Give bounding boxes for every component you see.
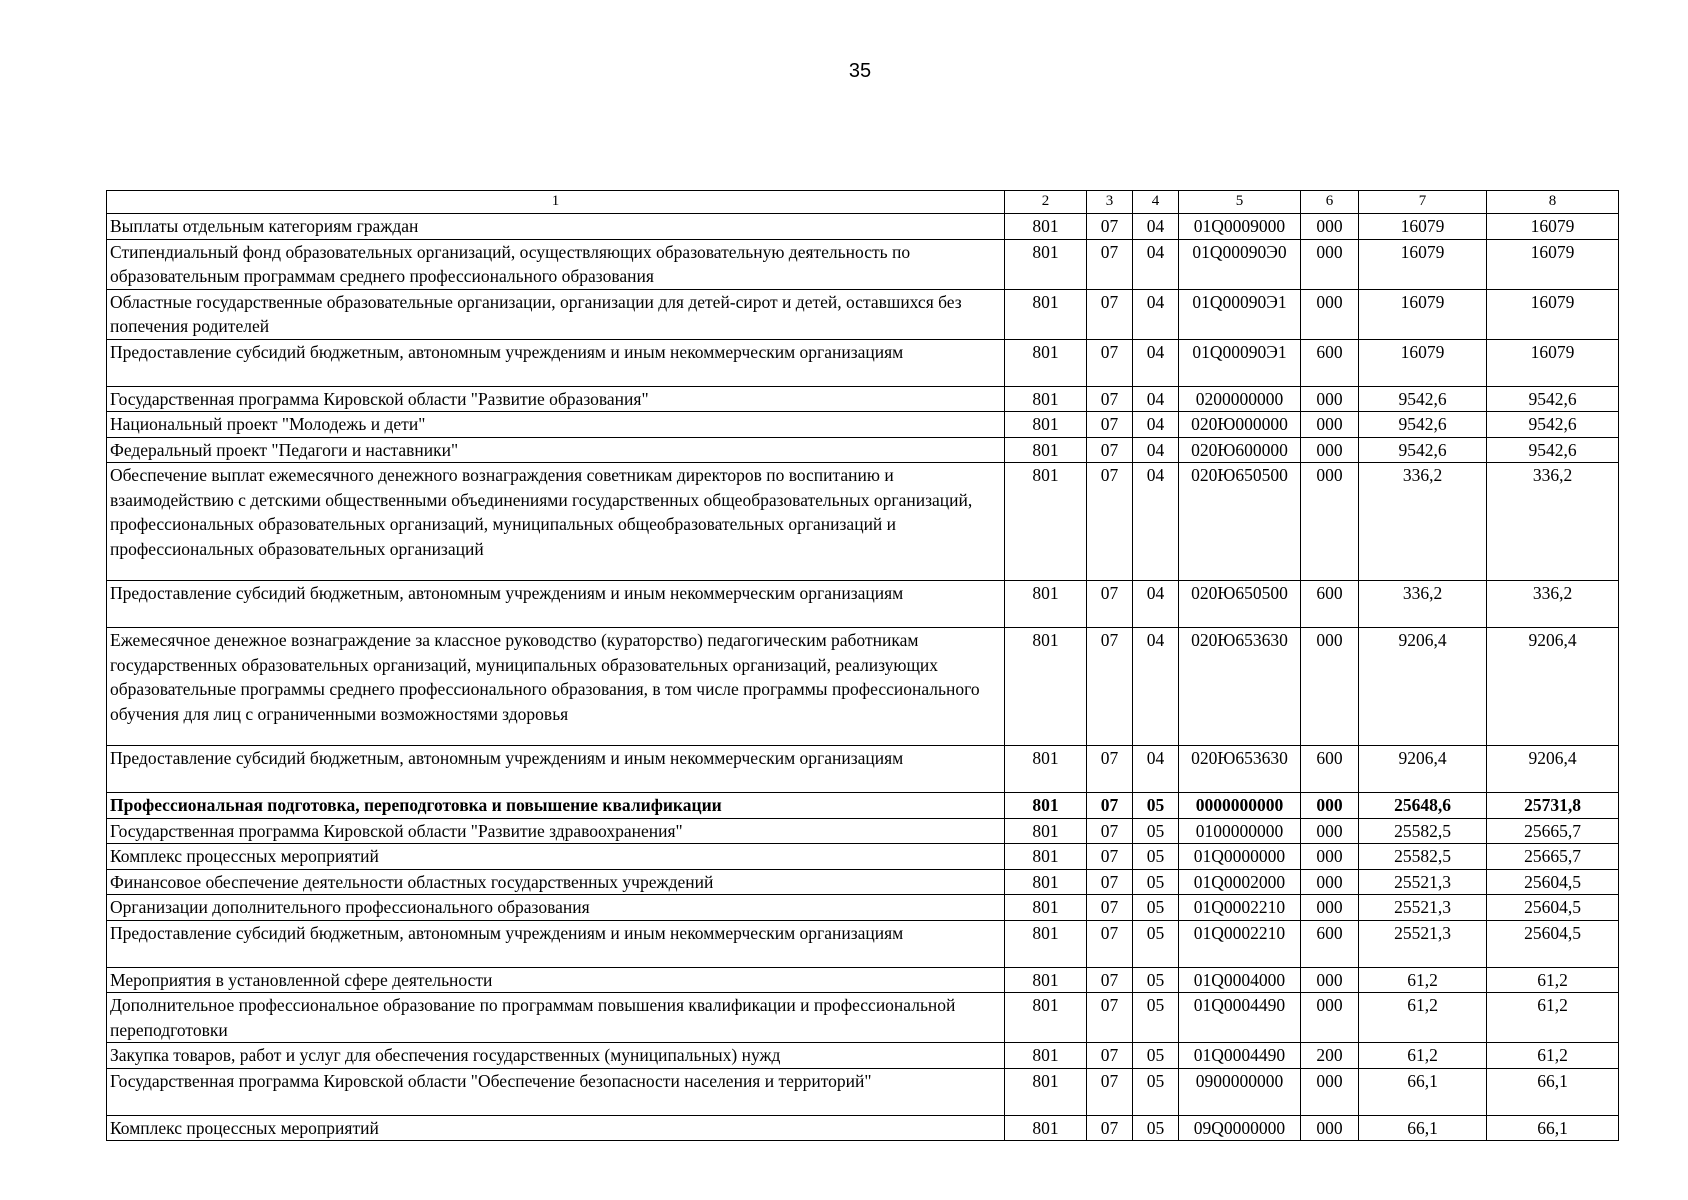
row-value-cell: 801 [1005,437,1087,463]
row-value-cell: 04 [1133,746,1179,793]
row-value-cell: 04 [1133,289,1179,339]
row-name-cell: Выплаты отдельным категориям граждан [107,214,1005,240]
row-value-cell: 801 [1005,628,1087,746]
row-value-cell: 200 [1301,1043,1359,1069]
table-row [107,214,1619,240]
row-value-cell: 07 [1087,818,1133,844]
table-row [107,1043,1619,1069]
row-value-cell: 801 [1005,746,1087,793]
row-name-cell: Областные государственные образовательные организации, организации для детей-сирот и детей, оставшихся без попечения родителей [107,289,1005,339]
table-row [107,895,1619,921]
row-value-cell: 000 [1301,993,1359,1043]
table-row [107,386,1619,412]
row-value-cell: 01Q00090Э0 [1179,239,1301,289]
row-value-cell: 16079 [1487,289,1619,339]
row-value-cell: 07 [1087,793,1133,819]
row-value-cell: 801 [1005,818,1087,844]
row-value-cell: 25521,3 [1359,895,1487,921]
row-value-cell: 600 [1301,339,1359,386]
column-header: 2 [1005,191,1087,214]
row-value-cell: 01Q0004490 [1179,993,1301,1043]
row-value-cell: 801 [1005,239,1087,289]
column-header: 4 [1133,191,1179,214]
row-value-cell: 07 [1087,463,1133,581]
row-value-cell: 25521,3 [1359,920,1487,967]
row-value-cell: 020Ю000000 [1179,412,1301,438]
row-value-cell: 801 [1005,412,1087,438]
row-value-cell: 16079 [1359,339,1487,386]
row-value-cell: 801 [1005,1068,1087,1115]
row-value-cell: 600 [1301,920,1359,967]
row-value-cell: 25604,5 [1487,920,1619,967]
row-name-cell: Предоставление субсидий бюджетным, автономным учреждениям и иным некоммерческим организациям [107,339,1005,386]
row-value-cell: 07 [1087,746,1133,793]
row-value-cell: 801 [1005,289,1087,339]
row-value-cell: 61,2 [1359,993,1487,1043]
row-value-cell: 9542,6 [1487,386,1619,412]
row-value-cell: 04 [1133,463,1179,581]
row-value-cell: 07 [1087,1068,1133,1115]
row-value-cell: 25731,8 [1487,793,1619,819]
row-value-cell: 05 [1133,869,1179,895]
row-value-cell: 000 [1301,818,1359,844]
row-value-cell: 01Q0004490 [1179,1043,1301,1069]
row-value-cell: 16079 [1359,289,1487,339]
column-header: 6 [1301,191,1359,214]
row-value-cell: 0100000000 [1179,818,1301,844]
row-name-cell: Федеральный проект "Педагоги и наставники" [107,437,1005,463]
row-value-cell: 16079 [1487,339,1619,386]
row-value-cell: 61,2 [1487,993,1619,1043]
row-value-cell: 05 [1133,920,1179,967]
row-value-cell: 801 [1005,869,1087,895]
column-header: 5 [1179,191,1301,214]
table-row [107,581,1619,628]
row-value-cell: 000 [1301,386,1359,412]
row-value-cell: 07 [1087,920,1133,967]
row-value-cell: 04 [1133,628,1179,746]
column-header: 1 [107,191,1005,214]
row-value-cell: 05 [1133,1043,1179,1069]
row-value-cell: 07 [1087,339,1133,386]
row-value-cell: 801 [1005,920,1087,967]
row-value-cell: 801 [1005,386,1087,412]
row-value-cell: 020Ю650500 [1179,463,1301,581]
row-value-cell: 05 [1133,1115,1179,1141]
row-value-cell: 0900000000 [1179,1068,1301,1115]
row-value-cell: 01Q0002210 [1179,920,1301,967]
row-value-cell: 000 [1301,437,1359,463]
row-value-cell: 801 [1005,793,1087,819]
row-value-cell: 61,2 [1359,1043,1487,1069]
row-value-cell: 600 [1301,746,1359,793]
table-row [107,869,1619,895]
row-name-cell: Государственная программа Кировской области "Развитие здравоохранения" [107,818,1005,844]
row-value-cell: 000 [1301,463,1359,581]
table-row [107,628,1619,746]
table-row [107,1068,1619,1115]
table-row [107,993,1619,1043]
row-name-cell: Государственная программа Кировской области "Развитие образования" [107,386,1005,412]
row-value-cell: 07 [1087,289,1133,339]
row-value-cell: 66,1 [1487,1115,1619,1141]
table-row [107,239,1619,289]
row-value-cell: 9542,6 [1359,412,1487,438]
table-row [107,920,1619,967]
row-value-cell: 05 [1133,895,1179,921]
row-value-cell: 9542,6 [1359,386,1487,412]
row-value-cell: 05 [1133,844,1179,870]
table-row [107,289,1619,339]
row-value-cell: 801 [1005,339,1087,386]
row-value-cell: 01Q0002000 [1179,869,1301,895]
row-value-cell: 25604,5 [1487,869,1619,895]
header-row [107,191,1619,214]
row-value-cell: 9206,4 [1487,746,1619,793]
row-name-cell: Ежемесячное денежное вознаграждение за классное руководство (кураторство) педагогическим работникам государственных образовательных организаций, муниципальных образовательных организаций, реализующих образовательные программы среднего профессионального образования, в том числе программы профессионального обучения для лиц с ограниченными возможностями здоровья [107,628,1005,746]
row-value-cell: 25665,7 [1487,818,1619,844]
row-value-cell: 25582,5 [1359,844,1487,870]
row-value-cell: 9542,6 [1487,412,1619,438]
row-name-cell: Комплекс процессных мероприятий [107,844,1005,870]
row-value-cell: 25521,3 [1359,869,1487,895]
row-name-cell: Предоставление субсидий бюджетным, автономным учреждениям и иным некоммерческим организациям [107,581,1005,628]
row-value-cell: 801 [1005,214,1087,240]
row-value-cell: 9206,4 [1487,628,1619,746]
table-row [107,463,1619,581]
row-name-cell: Дополнительное профессиональное образование по программам повышения квалификации и профессиональной переподготовки [107,993,1005,1043]
row-value-cell: 61,2 [1487,1043,1619,1069]
row-value-cell: 01Q0002210 [1179,895,1301,921]
row-name-cell: Предоставление субсидий бюджетным, автономным учреждениям и иным некоммерческим организациям [107,920,1005,967]
row-value-cell: 25604,5 [1487,895,1619,921]
row-value-cell: 07 [1087,239,1133,289]
table-row [107,1115,1619,1141]
column-header: 3 [1087,191,1133,214]
row-value-cell: 07 [1087,628,1133,746]
row-value-cell: 05 [1133,993,1179,1043]
row-value-cell: 0000000000 [1179,793,1301,819]
row-name-cell: Организации дополнительного профессионального образования [107,895,1005,921]
row-value-cell: 66,1 [1359,1115,1487,1141]
row-value-cell: 9206,4 [1359,746,1487,793]
row-value-cell: 000 [1301,214,1359,240]
table-row [107,746,1619,793]
row-value-cell: 9542,6 [1487,437,1619,463]
row-value-cell: 07 [1087,869,1133,895]
row-value-cell: 16079 [1487,239,1619,289]
row-value-cell: 0200000000 [1179,386,1301,412]
row-value-cell: 01Q0004000 [1179,967,1301,993]
table-row [107,818,1619,844]
row-value-cell: 09Q0000000 [1179,1115,1301,1141]
row-value-cell: 801 [1005,1115,1087,1141]
row-value-cell: 61,2 [1359,967,1487,993]
row-value-cell: 01Q00090Э1 [1179,289,1301,339]
row-value-cell: 61,2 [1487,967,1619,993]
row-value-cell: 07 [1087,581,1133,628]
row-value-cell: 05 [1133,1068,1179,1115]
row-value-cell: 04 [1133,386,1179,412]
row-name-cell: Мероприятия в установленной сфере деятельности [107,967,1005,993]
row-value-cell: 336,2 [1359,581,1487,628]
row-value-cell: 07 [1087,412,1133,438]
row-value-cell: 01Q00090Э1 [1179,339,1301,386]
row-value-cell: 9542,6 [1359,437,1487,463]
row-value-cell: 25582,5 [1359,818,1487,844]
row-value-cell: 020Ю650500 [1179,581,1301,628]
table-row [107,967,1619,993]
row-value-cell: 000 [1301,793,1359,819]
row-value-cell: 05 [1133,967,1179,993]
column-header: 8 [1487,191,1619,214]
row-value-cell: 04 [1133,239,1179,289]
row-value-cell: 05 [1133,818,1179,844]
row-value-cell: 9206,4 [1359,628,1487,746]
row-value-cell: 01Q0009000 [1179,214,1301,240]
row-value-cell: 07 [1087,1043,1133,1069]
row-value-cell: 020Ю653630 [1179,628,1301,746]
table-row [107,844,1619,870]
row-value-cell: 020Ю600000 [1179,437,1301,463]
row-value-cell: 000 [1301,628,1359,746]
row-value-cell: 801 [1005,463,1087,581]
row-value-cell: 04 [1133,339,1179,386]
row-value-cell: 000 [1301,412,1359,438]
row-value-cell: 000 [1301,844,1359,870]
row-value-cell: 07 [1087,993,1133,1043]
row-value-cell: 801 [1005,844,1087,870]
row-value-cell: 336,2 [1487,581,1619,628]
table-row [107,437,1619,463]
row-value-cell: 66,1 [1359,1068,1487,1115]
row-value-cell: 000 [1301,895,1359,921]
row-name-cell: Предоставление субсидий бюджетным, автономным учреждениям и иным некоммерческим организациям [107,746,1005,793]
row-name-cell: Государственная программа Кировской области "Обеспечение безопасности населения и территорий" [107,1068,1005,1115]
row-value-cell: 000 [1301,1068,1359,1115]
row-value-cell: 801 [1005,895,1087,921]
row-value-cell: 000 [1301,239,1359,289]
row-value-cell: 336,2 [1359,463,1487,581]
row-value-cell: 600 [1301,581,1359,628]
row-value-cell: 336,2 [1487,463,1619,581]
row-value-cell: 801 [1005,581,1087,628]
row-value-cell: 01Q0000000 [1179,844,1301,870]
row-value-cell: 07 [1087,895,1133,921]
row-value-cell: 07 [1087,1115,1133,1141]
row-name-cell: Закупка товаров, работ и услуг для обеспечения государственных (муниципальных) нужд [107,1043,1005,1069]
row-value-cell: 020Ю653630 [1179,746,1301,793]
row-value-cell: 000 [1301,869,1359,895]
budget-table [106,190,1619,1141]
row-value-cell: 07 [1087,844,1133,870]
row-value-cell: 000 [1301,1115,1359,1141]
row-name-cell: Комплекс процессных мероприятий [107,1115,1005,1141]
row-name-cell: Стипендиальный фонд образовательных организаций, осуществляющих образовательную деятельность по образовательным программам среднего профессионального образования [107,239,1005,289]
row-value-cell: 16079 [1359,239,1487,289]
row-value-cell: 16079 [1359,214,1487,240]
row-name-cell: Финансовое обеспечение деятельности областных государственных учреждений [107,869,1005,895]
page-number: 35 [848,60,872,82]
row-value-cell: 07 [1087,437,1133,463]
row-value-cell: 000 [1301,289,1359,339]
row-value-cell: 05 [1133,793,1179,819]
row-value-cell: 07 [1087,386,1133,412]
row-value-cell: 04 [1133,412,1179,438]
row-value-cell: 000 [1301,967,1359,993]
row-value-cell: 801 [1005,993,1087,1043]
row-value-cell: 07 [1087,214,1133,240]
row-value-cell: 801 [1005,967,1087,993]
row-value-cell: 801 [1005,1043,1087,1069]
row-value-cell: 25648,6 [1359,793,1487,819]
row-name-cell: Обеспечение выплат ежемесячного денежного вознаграждения советникам директоров по воспитанию и взаимодействию с детскими общественными объединениями государственных общеобразовательных организаций, профессиональных образовательных организаций, муниципальных общеобразовательных организаций и профессиональных образовательных организаций [107,463,1005,581]
row-name-cell: Профессиональная подготовка, переподготовка и повышение квалификации [107,793,1005,819]
table-row [107,339,1619,386]
row-value-cell: 04 [1133,581,1179,628]
row-name-cell: Национальный проект "Молодежь и дети" [107,412,1005,438]
row-value-cell: 16079 [1487,214,1619,240]
table-row [107,412,1619,438]
row-value-cell: 66,1 [1487,1068,1619,1115]
row-value-cell: 04 [1133,214,1179,240]
row-value-cell: 25665,7 [1487,844,1619,870]
column-header: 7 [1359,191,1487,214]
row-value-cell: 07 [1087,967,1133,993]
row-value-cell: 04 [1133,437,1179,463]
table-row [107,793,1619,819]
